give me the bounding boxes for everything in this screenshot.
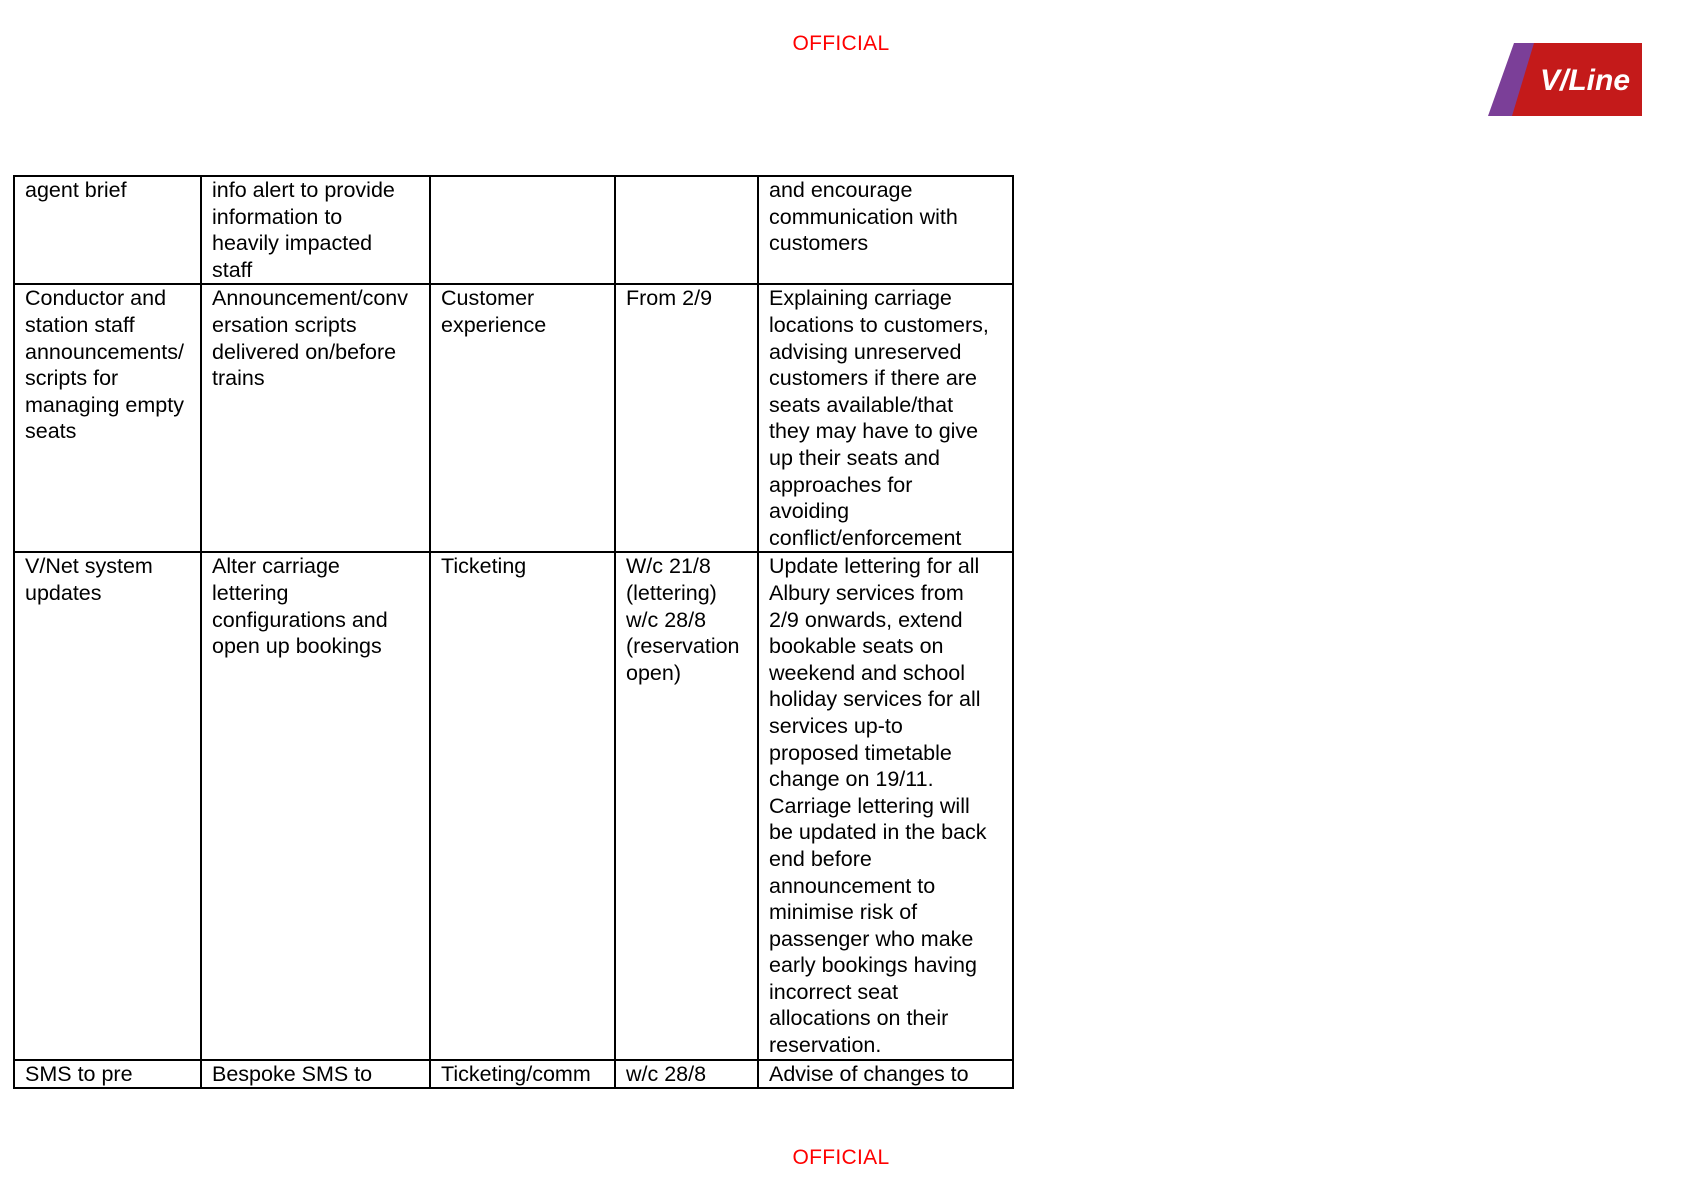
classification-footer: OFFICIAL [792, 1146, 890, 1169]
table-cell-description: Alter carriage lettering configurations and open up bookings [201, 552, 430, 1059]
table-cell-notes: Advise of changes to [758, 1060, 1013, 1089]
table-cell-timing: w/c 28/8 [615, 1060, 758, 1089]
logo-text: V/Line [1540, 64, 1631, 97]
table-cell-owner: Customer experience [430, 284, 615, 552]
table-cell-activity: V/Net system updates [14, 552, 201, 1059]
table-cell-owner: Ticketing [430, 552, 615, 1059]
table-cell-notes: Explaining carriage locations to customers, advising unreserved customers if there are seats available/that they may have to give up their seats and approaches for avoiding conflict/enforcement [758, 284, 1013, 552]
table-cell-activity: Conductor and station staff announcements/ scripts for managing empty seats [14, 284, 201, 552]
table-row [14, 552, 1013, 1059]
table-cell-description: Announcement/conv ersation scripts delivered on/before trains [201, 284, 430, 552]
table-row [14, 176, 1013, 284]
table-cell-timing [615, 176, 758, 284]
table-cell-notes: and encourage communication with customers [758, 176, 1013, 284]
table-cell-notes: Update lettering for all Albury services from 2/9 onwards, extend bookable seats on weekend and school holiday services for all services up-to proposed timetable change on 19/11. Carriage lettering will be updated in the back end before announcement to minimise risk of passenger who make early bookings having incorrect seat allocations on their reservation. [758, 552, 1013, 1059]
table-cell-timing: W/c 21/8 (lettering) w/c 28/8 (reservation open) [615, 552, 758, 1059]
document-table [13, 175, 1014, 1089]
vline-logo [1488, 41, 1642, 118]
table-row [14, 1060, 1013, 1089]
table-cell-activity: agent brief [14, 176, 201, 284]
table-cell-owner: Ticketing/comm [430, 1060, 615, 1089]
table-row [14, 284, 1013, 552]
table-cell-owner [430, 176, 615, 284]
classification-header: OFFICIAL [792, 32, 890, 55]
table-cell-description: info alert to provide information to heavily impacted staff [201, 176, 430, 284]
table-cell-description: Bespoke SMS to [201, 1060, 430, 1089]
table-cell-activity: SMS to pre [14, 1060, 201, 1089]
table-cell-timing: From 2/9 [615, 284, 758, 552]
